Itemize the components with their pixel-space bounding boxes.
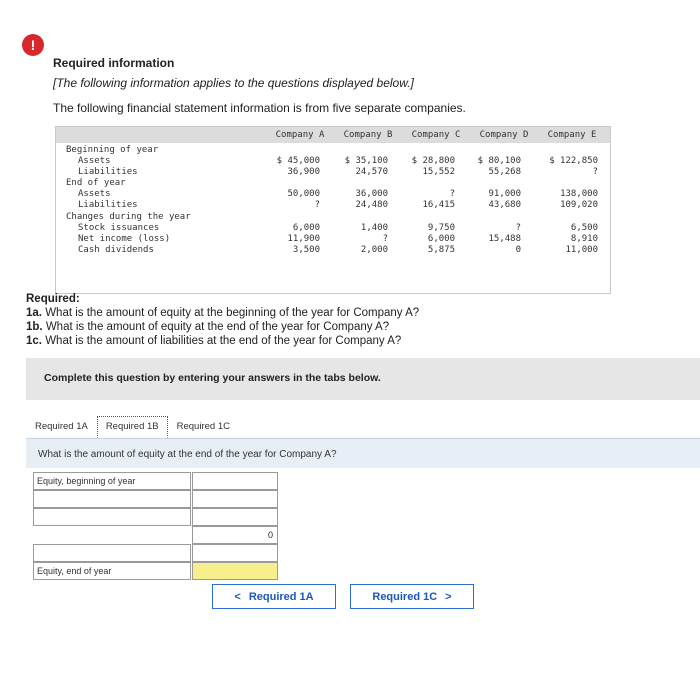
chevron-right-icon: > bbox=[445, 590, 452, 603]
question-1a-text: What is the amount of equity at the beginning of the year for Company A? bbox=[45, 307, 420, 319]
section-note: [The following information applies to the questions displayed below.] bbox=[53, 76, 414, 90]
answer-input-row-2[interactable] bbox=[192, 490, 278, 508]
cell-d-beg-assets: $ 80,100 bbox=[477, 156, 521, 166]
answer-row-label-3[interactable] bbox=[33, 508, 191, 526]
cell-d-end-liabilities: 43,680 bbox=[488, 200, 521, 210]
row-label-net-income: Net income (loss) bbox=[78, 234, 171, 244]
row-label-beg-liabilities: Liabilities bbox=[78, 167, 138, 177]
cell-c-end-assets: ? bbox=[449, 189, 455, 199]
cell-e-net-income: 8,910 bbox=[570, 234, 598, 244]
row-label-dividends: Cash dividends bbox=[78, 245, 154, 255]
answer-input-row-3[interactable] bbox=[192, 508, 278, 526]
answer-row-label-4[interactable] bbox=[33, 544, 191, 562]
prev-button-label: Required 1A bbox=[248, 590, 314, 603]
tab-required-1a[interactable]: Required 1A bbox=[26, 416, 97, 438]
required-heading: Required: bbox=[26, 293, 80, 305]
cell-a-end-liabilities: ? bbox=[314, 200, 320, 210]
chevron-left-icon: < bbox=[234, 590, 241, 603]
cell-b-beg-assets: $ 35,100 bbox=[344, 156, 388, 166]
cell-b-dividends: 2,000 bbox=[360, 245, 388, 255]
financial-data-table bbox=[55, 126, 611, 294]
cell-a-end-assets: 50,000 bbox=[287, 189, 320, 199]
question-1b bbox=[26, 320, 419, 334]
next-required-1c-button[interactable] bbox=[350, 584, 474, 609]
prev-required-1a-button[interactable] bbox=[212, 584, 336, 609]
row-label-changes: Changes during the year bbox=[66, 212, 191, 222]
row-label-stock: Stock issuances bbox=[78, 223, 160, 233]
cell-b-beg-liabilities: 24,570 bbox=[355, 167, 388, 177]
cell-d-end-assets: 91,000 bbox=[488, 189, 521, 199]
row-label-end: End of year bbox=[66, 178, 126, 188]
cell-c-net-income: 6,000 bbox=[427, 234, 455, 244]
cell-e-dividends: 11,000 bbox=[565, 245, 598, 255]
cell-a-net-income: 11,900 bbox=[287, 234, 320, 244]
answer-row-label-1 bbox=[33, 472, 191, 490]
answer-row-label-subtotal bbox=[33, 526, 191, 544]
question-1c bbox=[26, 334, 419, 348]
required-questions bbox=[26, 292, 419, 348]
question-1c-number: 1c. bbox=[26, 335, 42, 347]
section-intro: The following financial statement information is from five separate companies. bbox=[53, 101, 466, 115]
cell-d-beg-liabilities: 55,268 bbox=[488, 167, 521, 177]
column-header-company-c: Company C bbox=[411, 130, 461, 140]
answer-input-equity-end[interactable] bbox=[192, 562, 278, 580]
row-label-end-assets: Assets bbox=[78, 189, 111, 199]
alert-icon: ! bbox=[22, 34, 44, 56]
section-title: Required information bbox=[53, 56, 175, 70]
cell-e-end-liabilities: 109,020 bbox=[560, 200, 598, 210]
question-1c-text: What is the amount of liabilities at the end of the year for Company A? bbox=[45, 335, 402, 347]
cell-c-beg-liabilities: 15,552 bbox=[422, 167, 455, 177]
table-body bbox=[56, 143, 610, 293]
instructions-text: Complete this question by entering your answers in the tabs below. bbox=[44, 372, 381, 384]
cell-b-end-assets: 36,000 bbox=[355, 189, 388, 199]
cell-a-beg-liabilities: 36,900 bbox=[287, 167, 320, 177]
tab-required-1b[interactable]: Required 1B bbox=[97, 416, 168, 438]
cell-e-stock: 6,500 bbox=[570, 223, 598, 233]
cell-c-end-liabilities: 16,415 bbox=[422, 200, 455, 210]
answer-row-label-5 bbox=[33, 562, 191, 580]
cell-a-beg-assets: $ 45,000 bbox=[276, 156, 320, 166]
question-banner bbox=[26, 438, 700, 468]
answer-input-equity-beginning[interactable] bbox=[192, 472, 278, 490]
cell-c-stock: 9,750 bbox=[427, 223, 455, 233]
cell-b-stock: 1,400 bbox=[360, 223, 388, 233]
table-header-row bbox=[56, 127, 610, 143]
answer-input-row-4[interactable] bbox=[192, 544, 278, 562]
column-header-company-b: Company B bbox=[343, 130, 393, 140]
answer-row-label-2[interactable] bbox=[33, 490, 191, 508]
cell-a-stock: 6,000 bbox=[292, 223, 320, 233]
answer-label-equity-beginning: Equity, beginning of year bbox=[37, 476, 136, 486]
instructions-bar bbox=[26, 358, 700, 400]
question-1b-text: What is the amount of equity at the end of the year for Company A? bbox=[45, 321, 390, 333]
cell-a-dividends: 3,500 bbox=[292, 245, 320, 255]
question-1b-number: 1b. bbox=[26, 321, 43, 333]
cell-c-dividends: 5,875 bbox=[427, 245, 455, 255]
next-button-label: Required 1C bbox=[372, 590, 438, 603]
row-label-beginning: Beginning of year bbox=[66, 145, 159, 155]
cell-e-beg-assets: $ 122,850 bbox=[549, 156, 598, 166]
column-header-company-d: Company D bbox=[479, 130, 529, 140]
answer-label-equity-end: Equity, end of year bbox=[37, 566, 112, 576]
cell-d-dividends: 0 bbox=[515, 245, 521, 255]
row-label-end-liabilities: Liabilities bbox=[78, 200, 138, 210]
question-1a-number: 1a. bbox=[26, 307, 42, 319]
cell-b-end-liabilities: 24,480 bbox=[355, 200, 388, 210]
cell-b-net-income: ? bbox=[382, 234, 388, 244]
tab-bar bbox=[26, 416, 239, 438]
answer-subtotal-value: 0 bbox=[192, 526, 278, 544]
cell-d-net-income: 15,488 bbox=[488, 234, 521, 244]
cell-c-beg-assets: $ 28,800 bbox=[411, 156, 455, 166]
question-text: What is the amount of equity at the end of the year for Company A? bbox=[38, 449, 337, 460]
row-label-beg-assets: Assets bbox=[78, 156, 111, 166]
cell-e-beg-liabilities: ? bbox=[592, 167, 598, 177]
column-header-company-a: Company A bbox=[275, 130, 325, 140]
column-header-company-e: Company E bbox=[547, 130, 597, 140]
cell-e-end-assets: 138,000 bbox=[560, 189, 598, 199]
tab-required-1c[interactable]: Required 1C bbox=[168, 416, 239, 438]
cell-d-stock: ? bbox=[515, 223, 521, 233]
question-1a bbox=[26, 306, 419, 320]
